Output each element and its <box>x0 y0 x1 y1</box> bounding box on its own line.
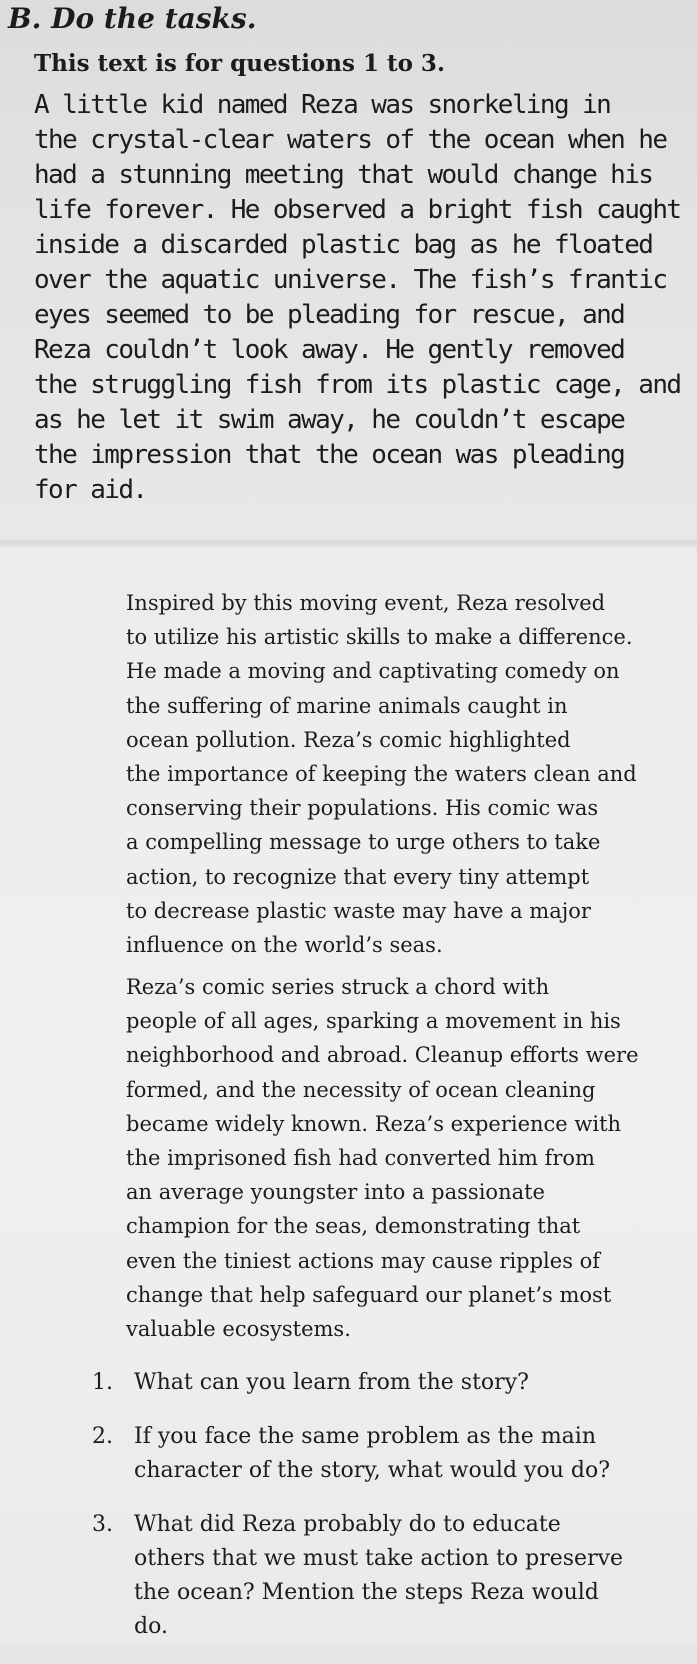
passage-line: to utilize his artistic skills to make a difference. <box>126 625 633 650</box>
passage-line: even the tiniest actions may cause ripples of <box>126 1248 601 1273</box>
passage-line: valuable ecosystems. <box>126 1317 351 1342</box>
passage-line: change that help safeguard our planet’s most <box>126 1282 612 1307</box>
passage-line: an average youngster into a passionate <box>126 1180 545 1205</box>
passage-line: conserving their populations. His comic was <box>126 796 599 821</box>
question-3 <box>92 1508 672 1644</box>
passage-line: had a stunning meeting that would change his <box>34 160 653 190</box>
passage-paragraph-3 <box>126 970 666 1346</box>
passage-line: influence on the world’s seas. <box>126 933 443 958</box>
passage-line: to decrease plastic waste may have a major <box>126 898 591 923</box>
passage-line: the crystal-clear waters of the ocean when he <box>34 125 667 155</box>
passage-line: Inspired by this moving event, Reza resolved <box>126 591 606 615</box>
passage-line: life forever. He observed a bright fish caught <box>34 195 681 225</box>
passage-line: as he let it swim away, he couldn’t escape <box>34 405 625 435</box>
passage-paragraph-1 <box>34 88 681 508</box>
passage-line: action, to recognize that every tiny attempt <box>126 864 590 889</box>
passage-line: the importance of keeping the waters clean and <box>126 762 637 787</box>
passage-line: inside a discarded plastic bag as he floated <box>34 230 653 260</box>
passage-line: people of all ages, sparking a movement in his <box>126 1009 621 1034</box>
text-intro-line: This text is for questions 1 to 3. <box>34 50 445 77</box>
passage-line: ocean pollution. Reza’s comic highlighted <box>126 727 571 752</box>
passage-line: A little kid named Reza was snorkeling in <box>34 90 611 120</box>
question-text-line: If you face the same problem as the main <box>134 1424 596 1449</box>
passage-line: the imprisoned fish had converted him from <box>126 1146 595 1171</box>
question-1 <box>92 1366 672 1400</box>
passage-line: the impression that the ocean was pleading <box>34 440 625 470</box>
passage-paragraph-2 <box>126 586 666 962</box>
question-text-line: What can you learn from the story? <box>134 1370 529 1395</box>
passage-line: eyes seemed to be pleading for rescue, and <box>34 300 625 330</box>
question-number: 1. <box>92 1370 113 1395</box>
question-number: 3. <box>92 1512 113 1537</box>
question-text-line: do. <box>134 1614 168 1639</box>
question-text-line: the ocean? Mention the steps Reza would <box>134 1580 599 1605</box>
question-text-line: others that we must take action to preserve <box>134 1546 624 1571</box>
passage-line: became widely known. Reza’s experience with <box>126 1111 622 1136</box>
passage-line: He made a moving and captivating comedy on <box>126 659 620 684</box>
passage-line: a compelling message to urge others to take <box>126 830 601 855</box>
passage-line: the suffering of marine animals caught in <box>126 693 568 718</box>
passage-line: formed, and the necessity of ocean cleaning <box>126 1077 596 1102</box>
passage-line: over the aquatic universe. The fish’s frantic <box>34 265 667 295</box>
question-list <box>92 1366 672 1664</box>
question-text-line: character of the story, what would you do? <box>134 1458 610 1483</box>
question-text-line: What did Reza probably do to educate <box>134 1512 561 1537</box>
question-number: 2. <box>92 1424 113 1449</box>
passage-line: the struggling fish from its plastic cage, and <box>34 370 681 400</box>
passage-line: neighborhood and abroad. Cleanup efforts were <box>126 1043 639 1068</box>
upper-page-photo <box>0 0 697 548</box>
passage-line: Reza’s comic series struck a chord with <box>126 975 550 999</box>
question-2 <box>92 1420 672 1488</box>
passage-line: Reza couldn’t look away. He gently removed <box>34 335 625 365</box>
passage-line: for aid. <box>34 475 147 505</box>
passage-line: champion for the seas, demonstrating that <box>126 1214 581 1239</box>
section-title: B. Do the tasks. <box>8 2 257 35</box>
